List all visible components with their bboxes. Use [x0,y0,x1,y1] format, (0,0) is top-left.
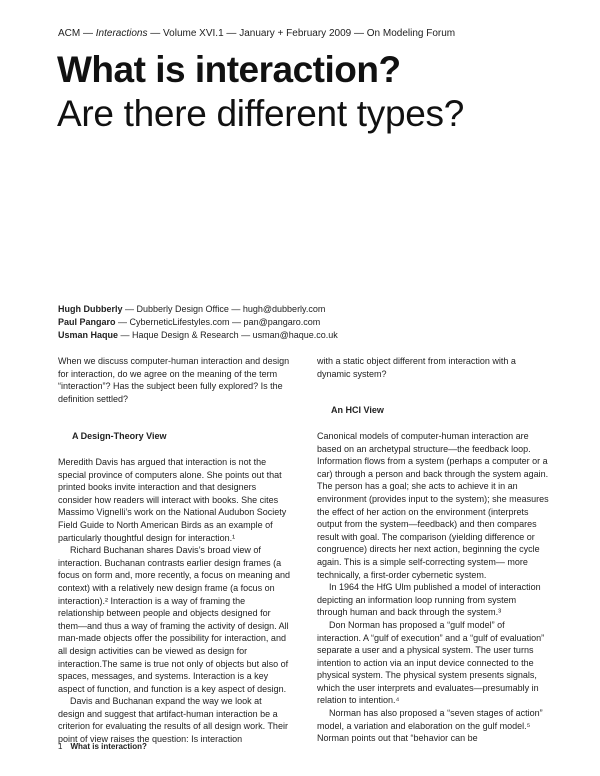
author-name: Paul Pangaro [58,317,116,327]
section-heading: An HCI View [331,405,384,415]
author-line [58,303,338,316]
paragraph: Don Norman has proposed a “gulf model” of interaction. A “gulf of execution” and a “gulf of evaluation” separate a user and a physical system. The user turns intention to action via an input device connected to the physical system. The physical system presents signals, which the user interprets and evaluates—presumably in relation to intention.⁴ [317,619,545,706]
paragraph: Richard Buchanan shares Davis’s broad view of interaction. Buchanan contrasts earlier design frames (a focus on form and, more recently, a focus on meaning and context) with a relatively new design frame (a focus on interaction).² Interaction is a way of framing the relationship between people and objects designed for them—and thus a way of framing the activity of design. All man-made objects offer the possibility for interaction, and all design activities can be viewed as design for interaction.The same is true not only of objects but also of spaces, messages, and systems. Interaction is a key aspect of function, and function is a key aspect of design. [58,545,290,694]
author-details: — Haque Design & Research — usman@haque.co.uk [118,330,338,340]
paragraph: Meredith Davis has argued that interaction is not the special province of computers alone. She points out that printed books invite interaction and that designers consider how readers will interact with books. She cites Massimo Vignelli’s work on the National Audubon Society Field Guide to North American Birds as an example of particularly thoughtful design for interaction.¹ [58,457,287,543]
section-design-theory-body [58,456,290,746]
header-prefix: ACM — [58,28,93,39]
section-design-theory [58,430,290,443]
page-subtitle: Are there different types? [57,93,464,134]
running-title: What is interaction? [70,742,147,751]
author-line [58,329,338,342]
running-header [58,28,455,39]
author-list [58,303,338,342]
intro-paragraph: When we discuss computer-human interaction and design for interaction, do we agree on the meaning of the term “interaction”? Has the subject been fully explored? Is the definition settled? [58,356,290,404]
paragraph: Norman has also proposed a “seven stages of action” model, a variation and elaboration on the gulf model.⁵ Norman points out that “behavior can be [317,708,543,744]
paragraph: Davis and Buchanan expand the way we look at design and suggest that artifact-human interaction be a criterion for evaluating the results of all design work. Their point of view raises the question: Is interaction [58,696,288,745]
author-name: Usman Haque [58,330,119,340]
section-hci-view-body [317,430,549,745]
page-number: 1 [58,742,63,751]
page-title: What is interaction? [57,49,401,90]
header-rest: — Volume XVI.1 — January + February 2009 — On Modeling Forum [150,28,456,39]
header-journal: Interactions [95,28,148,39]
author-line [58,316,338,329]
paragraph: In 1964 the HfG Ulm published a model of interaction depicting an information loop running from system through human and back through the system.³ [317,582,541,618]
section-hci-view [317,404,549,417]
section-heading: A Design-Theory View [72,431,167,441]
author-name: Hugh Dubberly [58,304,123,314]
page-footer [58,742,147,751]
author-details: — CyberneticLifestyles.com — pan@pangaro.com [115,317,321,327]
author-details: — Dubberly Design Office — hugh@dubberly.com [122,304,326,314]
paragraph: Canonical models of computer-human interaction are based on an archetypal structure—the feedback loop. Information flows from a system (perhaps a computer or a car) through a person and back through the system again. The person has a goal; she acts to achieve it in an environment (provides input to the system); she measures the effect of her action on the environment (interprets output from the system—feedback) and then compares result with goal. The comparison (yielding difference or congruence) directs her next action, beginning the cycle again. This is a simple self-correcting system— more technically, a first-order cybernetic system. [317,431,549,580]
right-column-intro: with a static object different from interaction with a dynamic system? [317,356,516,379]
